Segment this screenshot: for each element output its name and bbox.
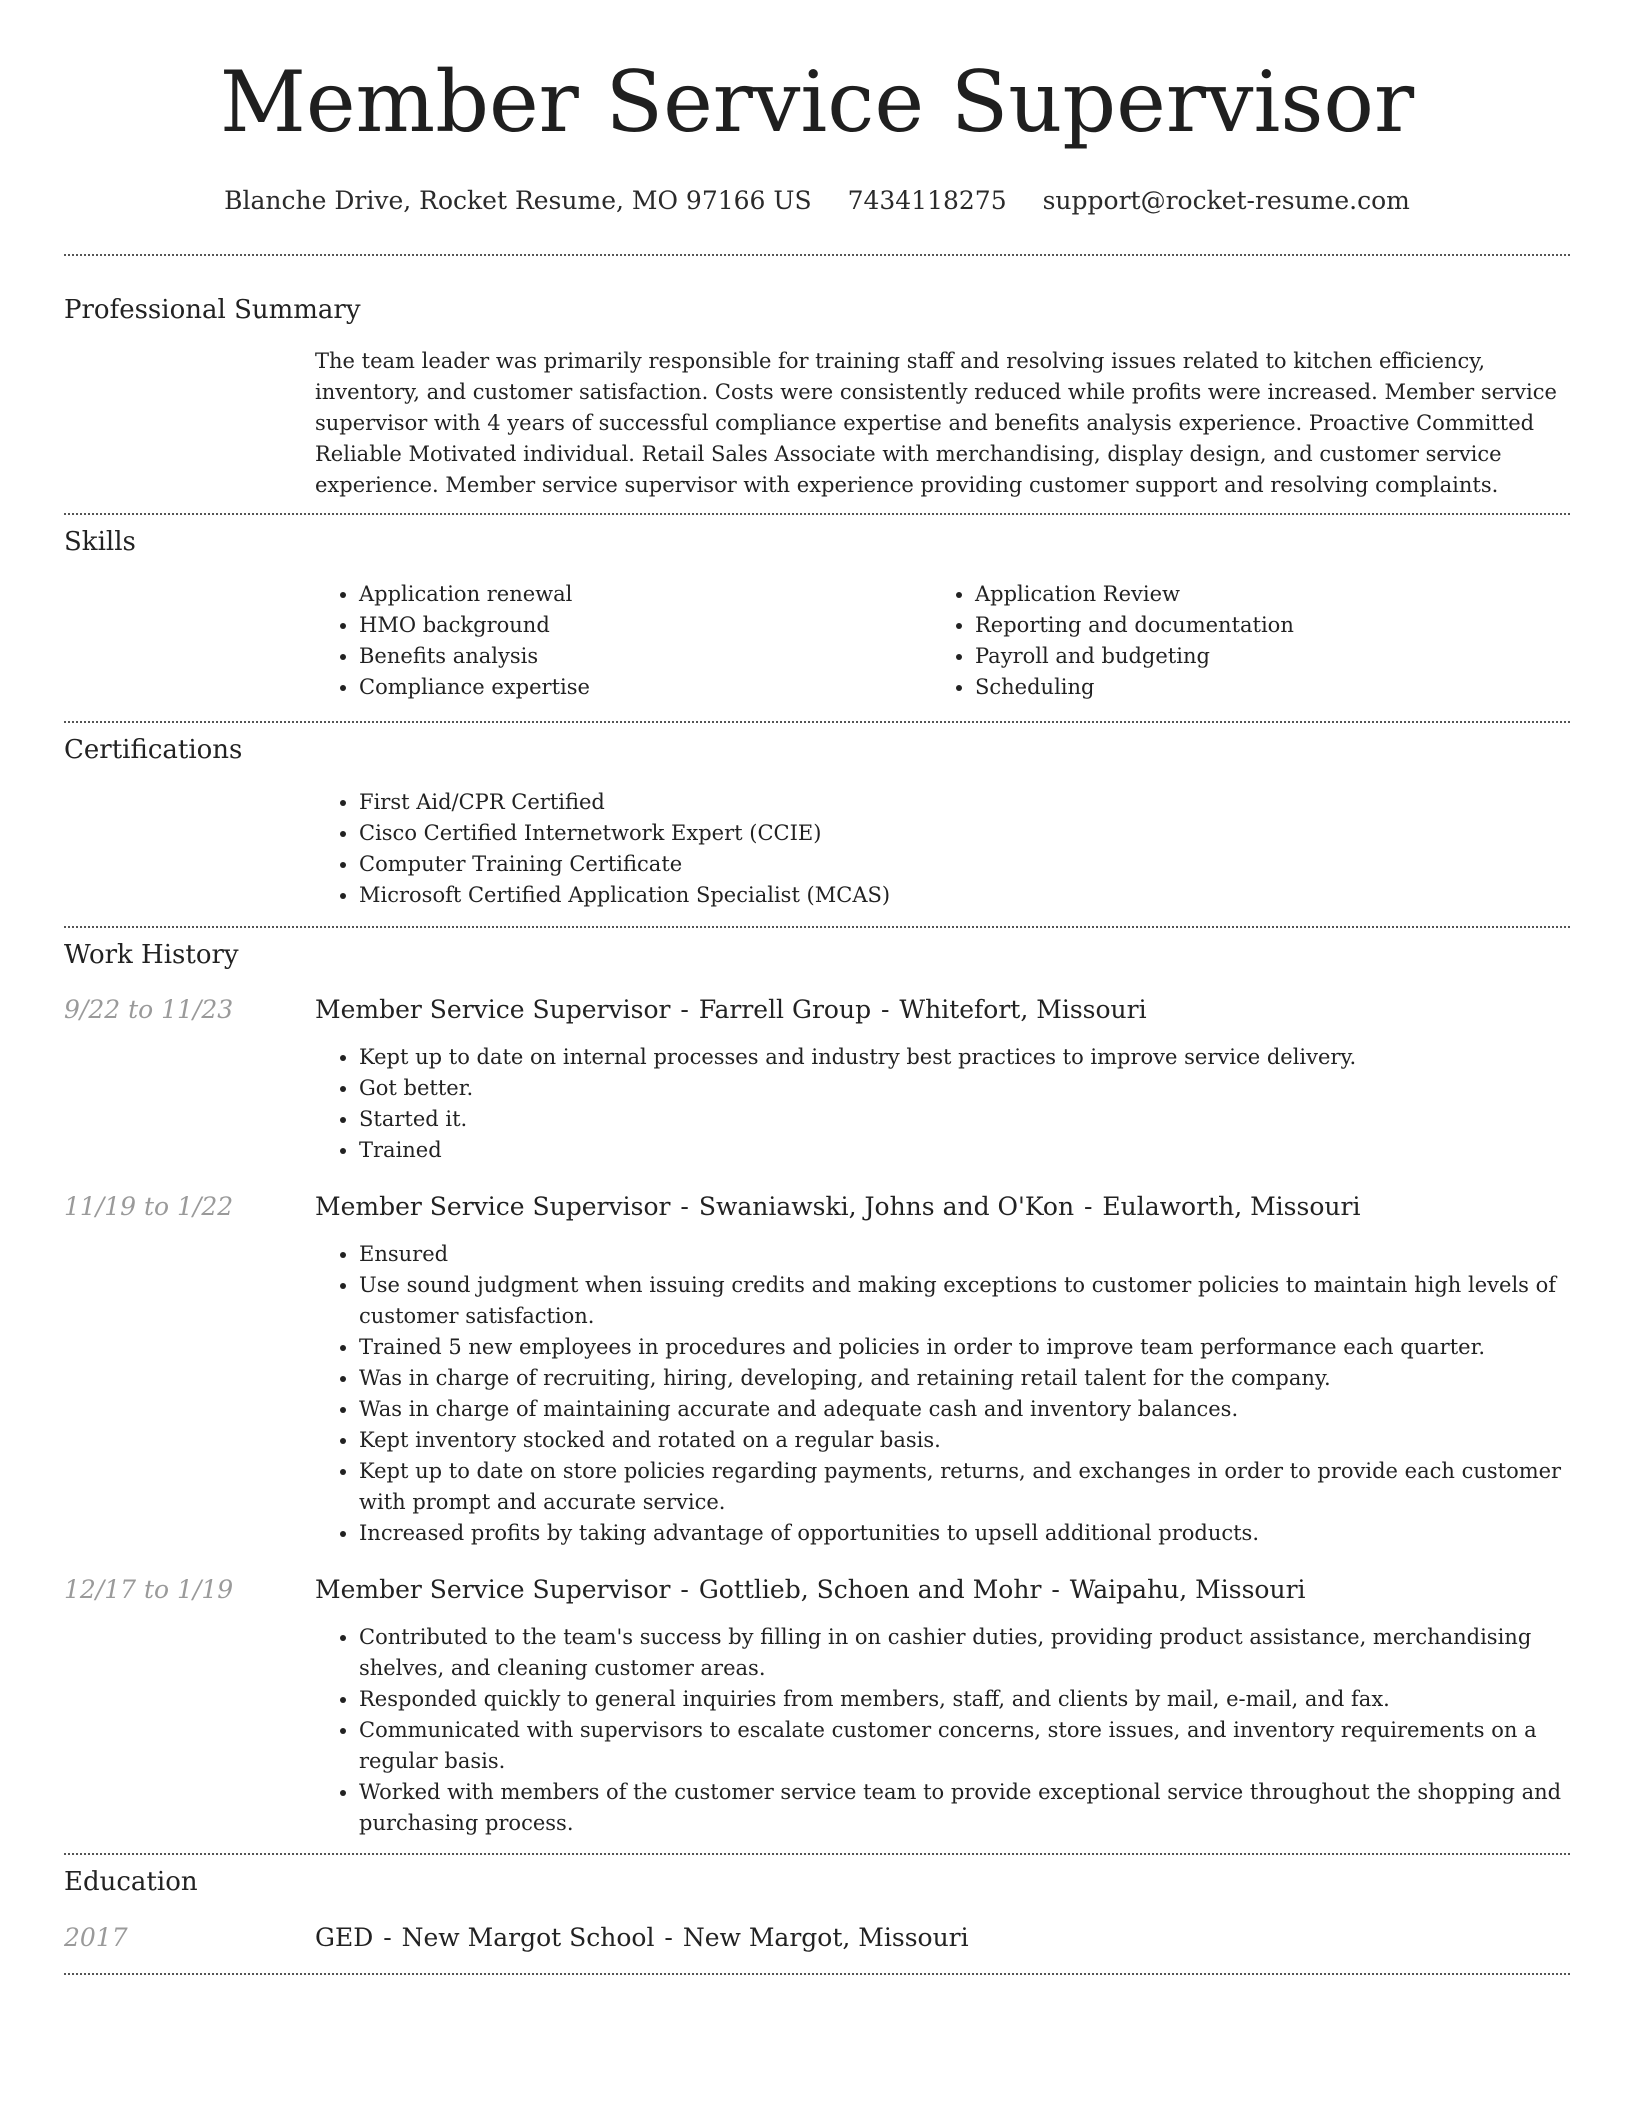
education-entry — [64, 1921, 1570, 1955]
education-section — [64, 1855, 1570, 1955]
job-bullets — [315, 1622, 1570, 1839]
skills-title: Skills — [64, 527, 136, 557]
certifications-section — [64, 723, 1570, 911]
job-bullet: • Kept inventory stocked and rotated on a regular basis. — [359, 1425, 1570, 1456]
education-details — [315, 1921, 1570, 1955]
job-bullets — [315, 1239, 1570, 1549]
separator: - — [1076, 1192, 1101, 1221]
summary-section — [64, 256, 1570, 501]
job-title-line — [315, 1190, 1570, 1224]
job-bullet: • Got better. — [359, 1073, 1570, 1104]
skills-list-right — [931, 579, 1547, 703]
separator: - — [656, 1923, 681, 1952]
job-list — [64, 993, 1570, 1839]
skill-item: • Scheduling — [975, 672, 1547, 703]
separator: - — [672, 1192, 697, 1221]
contact-email: support@rocket-resume.com — [1042, 186, 1410, 215]
certification-item: • Microsoft Certified Application Specialist (MCAS) — [359, 880, 1570, 911]
divider — [64, 1973, 1570, 1975]
contact-phone: 7434118275 — [847, 186, 1007, 215]
certification-item: • Computer Training Certificate — [359, 849, 1570, 880]
job-company: Gottlieb, Schoen and Mohr — [698, 1575, 1042, 1604]
summary-title: Professional Summary — [64, 295, 361, 325]
skill-item: • Application renewal — [359, 579, 931, 610]
contact-address: Blanche Drive, Rocket Resume, MO 97166 US — [224, 186, 812, 215]
skills-list-left — [315, 579, 931, 703]
job-entry — [64, 993, 1570, 1166]
education-title-line — [315, 1921, 1570, 1955]
job-title-line — [315, 1573, 1570, 1607]
job-dates: 9/22 to 11/23 — [64, 995, 234, 1024]
job-role: Member Service Supervisor — [315, 995, 671, 1024]
separator: - — [375, 1923, 400, 1952]
separator: - — [873, 995, 898, 1024]
job-bullet: • Contributed to the team's success by filling in on cashier duties, providing product assistance, merchandising shelves, and cleaning customer areas. — [359, 1622, 1570, 1684]
education-degree: GED — [315, 1923, 374, 1952]
job-company: Farrell Group — [698, 995, 872, 1024]
skill-item: • Payroll and budgeting — [975, 641, 1547, 672]
candidate-name: Member Service Supervisor — [219, 53, 1415, 151]
separator: - — [1043, 1575, 1068, 1604]
job-bullet: • Responded quickly to general inquiries from members, staff, and clients by mail, e-mail, and fax. — [359, 1684, 1570, 1715]
education-school: New Margot School — [401, 1923, 655, 1952]
certifications-title: Certifications — [64, 735, 243, 765]
job-details — [315, 993, 1570, 1166]
work-title: Work History — [64, 940, 239, 970]
job-bullet: • Communicated with supervisors to escalate customer concerns, store issues, and inventory requirements on a regular basis. — [359, 1715, 1570, 1777]
education-year: 2017 — [64, 1923, 128, 1952]
job-bullet: • Increased profits by taking advantage of opportunities to upsell additional products. — [359, 1518, 1570, 1549]
job-location: Eulaworth, Missouri — [1102, 1192, 1361, 1221]
certifications-body — [315, 787, 1570, 911]
skill-item: • HMO background — [359, 610, 931, 641]
job-bullet: • Was in charge of maintaining accurate and adequate cash and inventory balances. — [359, 1394, 1570, 1425]
contact-line — [64, 184, 1570, 218]
certifications-list — [315, 787, 1570, 911]
job-bullets — [315, 1042, 1570, 1166]
skill-item: • Application Review — [975, 579, 1547, 610]
job-bullet: • Worked with members of the customer service team to provide exceptional service throughout the shopping and purchasing process. — [359, 1777, 1570, 1839]
job-location: Whitefort, Missouri — [899, 995, 1147, 1024]
separator: - — [672, 1575, 697, 1604]
job-title-line — [315, 993, 1570, 1027]
education-title: Education — [64, 1867, 198, 1897]
job-dates: 11/19 to 1/22 — [64, 1192, 234, 1221]
job-bullet: • Started it. — [359, 1104, 1570, 1135]
job-entry — [64, 1190, 1570, 1549]
summary-text: The team leader was primarily responsible for training staff and resolving issues related to kitchen efficiency, inventory, and customer satisfaction. Costs were consistently reduced while profits were increased. Member service supervisor with 4 years of successful compliance expertise and benefits analysis experience. Proactive Committed Reliable Motivated individual. Retail Sales Associate with merchandising, display design, and customer service experience. Member service supervisor with experience providing customer support and resolving complaints. — [315, 349, 1557, 497]
skills-section — [64, 515, 1570, 703]
education-list — [64, 1921, 1570, 1955]
work-section — [64, 928, 1570, 1839]
job-role: Member Service Supervisor — [315, 1575, 671, 1604]
job-role: Member Service Supervisor — [315, 1192, 671, 1221]
separator: - — [672, 995, 697, 1024]
job-bullet: • Trained 5 new employees in procedures and policies in order to improve team performance each quarter. — [359, 1332, 1570, 1363]
skill-item: • Compliance expertise — [359, 672, 931, 703]
job-bullet: • Was in charge of recruiting, hiring, developing, and retaining retail talent for the company. — [359, 1363, 1570, 1394]
job-details — [315, 1190, 1570, 1549]
job-details — [315, 1573, 1570, 1839]
job-company: Swaniawski, Johns and O'Kon — [698, 1192, 1075, 1221]
certification-item: • Cisco Certified Internetwork Expert (CCIE) — [359, 818, 1570, 849]
skill-item: • Reporting and documentation — [975, 610, 1547, 641]
job-bullet: • Kept up to date on internal processes and industry best practices to improve service delivery. — [359, 1042, 1570, 1073]
job-bullet: • Use sound judgment when issuing credits and making exceptions to customer policies to maintain high levels of customer satisfaction. — [359, 1270, 1570, 1332]
skill-item: • Benefits analysis — [359, 641, 931, 672]
education-location: New Margot, Missouri — [682, 1923, 969, 1952]
job-bullet: • Ensured — [359, 1239, 1570, 1270]
job-location: Waipahu, Missouri — [1069, 1575, 1306, 1604]
resume-page — [64, 0, 1570, 1975]
job-bullet: • Kept up to date on store policies regarding payments, returns, and exchanges in order to provide each customer with prompt and accurate service. — [359, 1456, 1570, 1518]
job-dates: 12/17 to 1/19 — [64, 1575, 234, 1604]
job-bullet: • Trained — [359, 1135, 1570, 1166]
certification-item: • First Aid/CPR Certified — [359, 787, 1570, 818]
job-entry — [64, 1573, 1570, 1839]
skills-grid — [315, 579, 1570, 703]
